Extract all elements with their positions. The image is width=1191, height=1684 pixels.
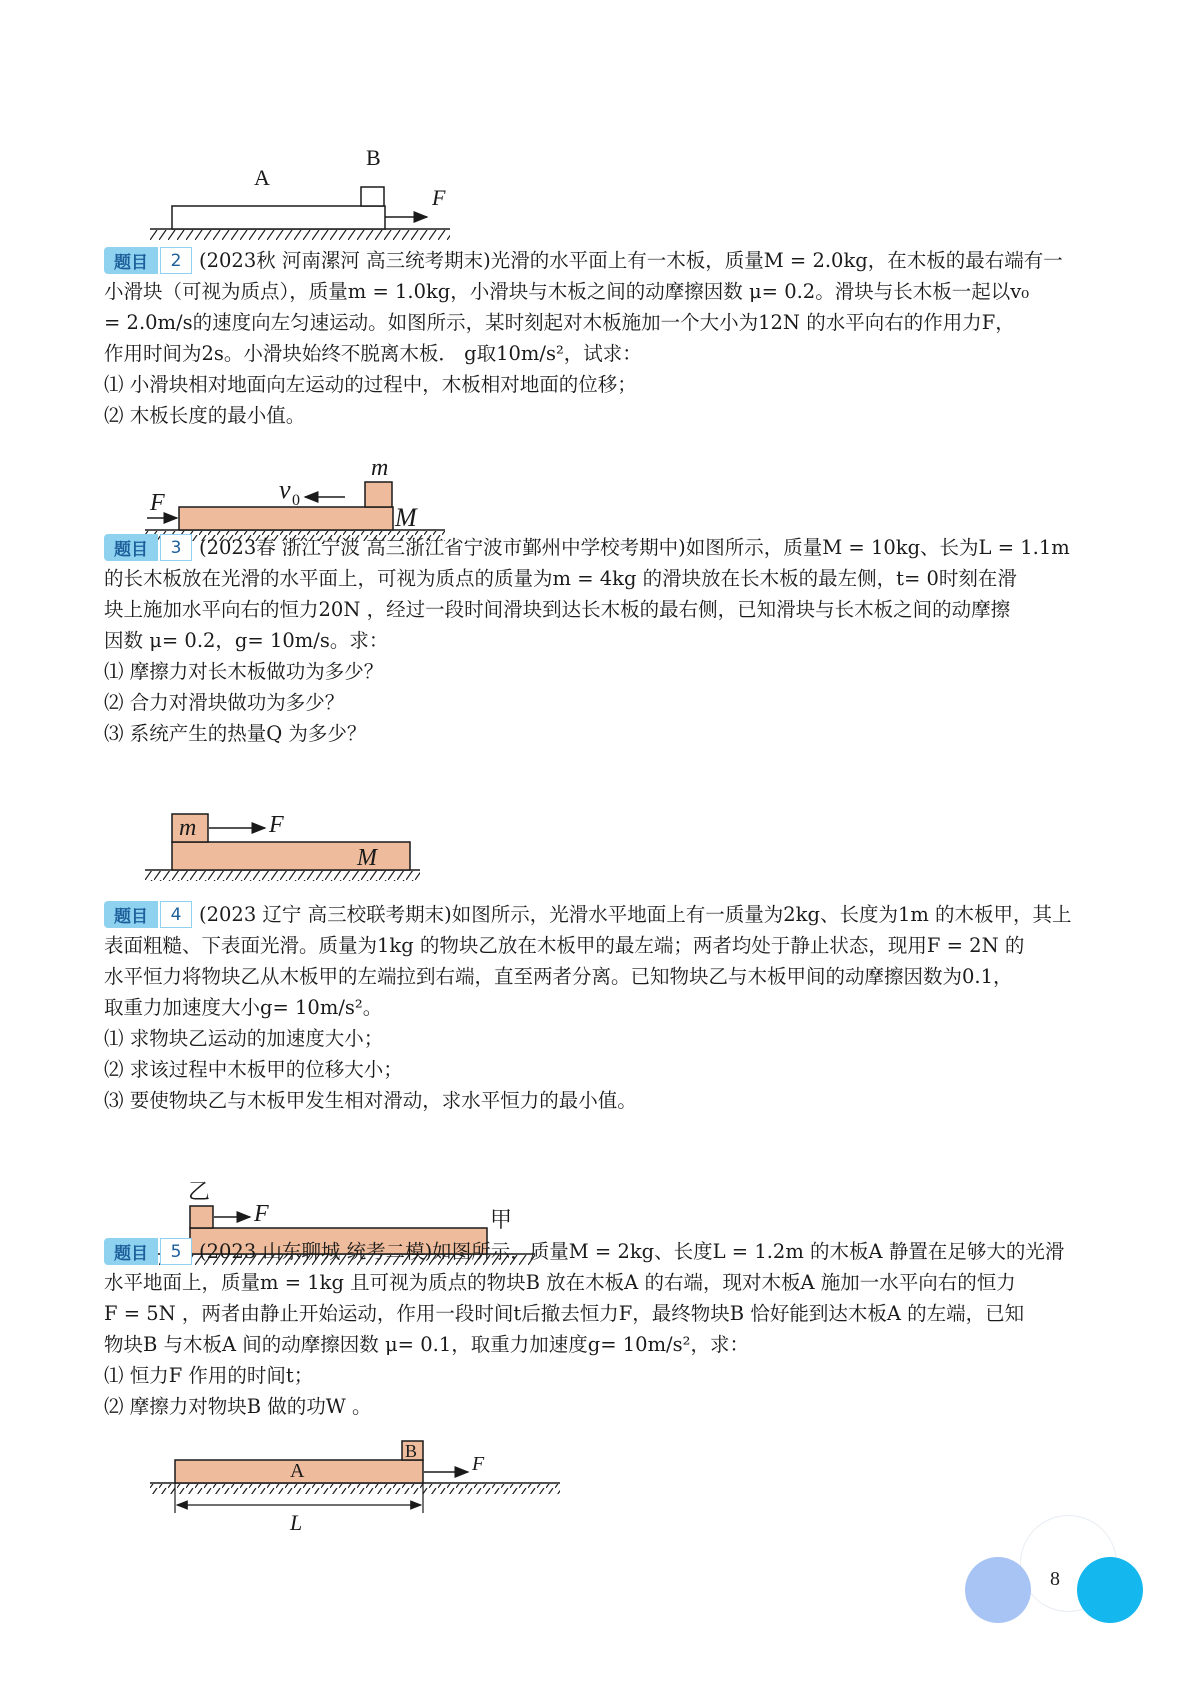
- badge-label: 题目: [104, 534, 158, 561]
- problem-question: ⑵ 求该过程中木板甲的位移大小；: [104, 1058, 403, 1081]
- problem-line: 作用时间为2s。小滑块始终不脱离木板． g取10m/s²，试求：: [104, 342, 642, 365]
- problem-3: [104, 532, 1094, 749]
- board-label: 甲: [490, 1208, 513, 1233]
- problem-line: 表面粗糙、下表面光滑。质量为1kg 的物块乙放在木板甲的最左端；两者均处于静止状态，现用F = 2N 的: [104, 934, 1025, 957]
- badge-number: 4: [160, 901, 192, 928]
- problem-line: 水平地面上，质量m = 1kg 且可视为质点的物块B 放在木板A 的右端，现对木板A 施加一水平向右的恒力: [104, 1271, 1016, 1294]
- problem-line: 因数 μ= 0.2，g= 10m/s。求：: [104, 629, 389, 652]
- problem-line: (2023 山东聊城 统考二模)如图所示，质量M = 2kg、长度L = 1.2m 的木板A 静置在足够大的光滑: [199, 1240, 1065, 1263]
- force-label: F: [254, 1201, 269, 1227]
- problem-question: ⑵ 摩擦力对物块B 做的功W 。: [104, 1395, 372, 1418]
- force-label: F: [432, 185, 446, 210]
- figure-3-slider-board: [145, 800, 465, 885]
- length-label: L: [290, 1510, 303, 1535]
- problem-line: 物块B 与木板A 间的动摩擦因数 μ= 0.1，取重力加速度g= 10m/s²，求：: [104, 1333, 749, 1356]
- problem-badge: [104, 247, 194, 274]
- v0-label: v: [279, 475, 291, 504]
- problem-question: ⑴ 小滑块相对地面向左运动的过程中，木板相对地面的位移；: [104, 373, 637, 396]
- force-label: F: [472, 1453, 485, 1475]
- figure-5-board-block-length: [150, 1438, 570, 1538]
- problem-question: ⑴ 求物块乙运动的加速度大小；: [104, 1027, 384, 1050]
- problem-question: ⑴ 恒力F 作用的时间t；: [104, 1364, 314, 1387]
- problem-line: F = 5N ，两者由静止开始运动，作用一段时间t后撤去恒力F，最终物块B 恰好能到达木板A 的左端，已知: [104, 1302, 1025, 1325]
- badge-number: 2: [160, 247, 192, 274]
- problem-question: ⑶ 要使物块乙与木板甲发生相对滑动，求水平恒力的最小值。: [104, 1089, 637, 1112]
- v0-subscript: 0: [292, 492, 300, 509]
- problem-line: = 2.0m/s的速度向左匀速运动。如图所示，某时刻起对木板施加一个大小为12N 的水平向右的作用力F，: [104, 311, 1015, 334]
- board-label: A: [290, 1460, 305, 1482]
- problem-badge: [104, 1238, 194, 1265]
- figure-1-board-block: [150, 145, 470, 250]
- problem-line: 取重力加速度大小g= 10m/s²。: [104, 996, 383, 1019]
- badge-label: 题目: [104, 247, 158, 274]
- problem-question: ⑴ 摩擦力对长木板做功为多少？: [104, 660, 384, 683]
- block-label: 乙: [188, 1180, 211, 1205]
- problem-line: (2023秋 河南漯河 高三统考期末)光滑的水平面上有一木板，质量M = 2.0kg，在木板的最右端有一: [199, 249, 1063, 272]
- problem-line: 块上施加水平向右的恒力20N ，经过一段时间滑块到达长木板的最右侧，已知滑块与长木板之间的动摩擦: [104, 598, 1011, 621]
- decor-circle-light: [965, 1557, 1031, 1623]
- problem-line: (2023春 浙江宁波 高三浙江省宁波市鄞州中学校考期中)如图所示，质量M = 10kg、长为L = 1.1m: [199, 536, 1070, 559]
- problem-line: 的长木板放在光滑的水平面上，可视为质点的质量为m = 4kg 的滑块放在长木板的最左侧，t= 0时刻在滑: [104, 567, 1017, 590]
- block-label: B: [405, 1441, 418, 1461]
- mass-M-label: M: [357, 845, 377, 871]
- badge-label: 题目: [104, 901, 158, 928]
- problem-badge: [104, 901, 194, 928]
- board-label: A: [254, 165, 270, 190]
- force-label: F: [150, 490, 165, 516]
- problem-5: [104, 1236, 1094, 1422]
- problem-4: [104, 899, 1094, 1116]
- badge-label: 题目: [104, 1238, 158, 1265]
- mass-m-label: m: [371, 455, 389, 481]
- problem-badge: [104, 534, 194, 561]
- block-label: B: [366, 145, 381, 170]
- problem-question: ⑵ 木板长度的最小值。: [104, 404, 306, 427]
- mass-M-label: M: [395, 503, 417, 532]
- badge-number: 3: [160, 534, 192, 561]
- problem-line: 小滑块（可视为质点），质量m = 1.0kg，小滑块与木板之间的动摩擦因数 μ= 0.2。滑块与长木板一起以v₀: [104, 280, 1030, 303]
- problem-question: ⑶ 系统产生的热量Q 为多少？: [104, 722, 367, 745]
- force-label: F: [269, 812, 284, 838]
- mass-m-label: m: [179, 815, 197, 841]
- problem-question: ⑵ 合力对滑块做功为多少？: [104, 691, 345, 714]
- problem-line: (2023 辽宁 高三校联考期末)如图所示，光滑水平地面上有一质量为2kg、长度为1m 的木板甲，其上: [199, 903, 1072, 926]
- page-number: 8: [1050, 1568, 1060, 1590]
- problem-line: 水平恒力将物块乙从木板甲的左端拉到右端，直至两者分离。已知物块乙与木板甲间的动摩擦因数为0.1，: [104, 965, 1013, 988]
- decor-circle-blue: [1077, 1557, 1143, 1623]
- badge-number: 5: [160, 1238, 192, 1265]
- problem-2: [104, 245, 1094, 431]
